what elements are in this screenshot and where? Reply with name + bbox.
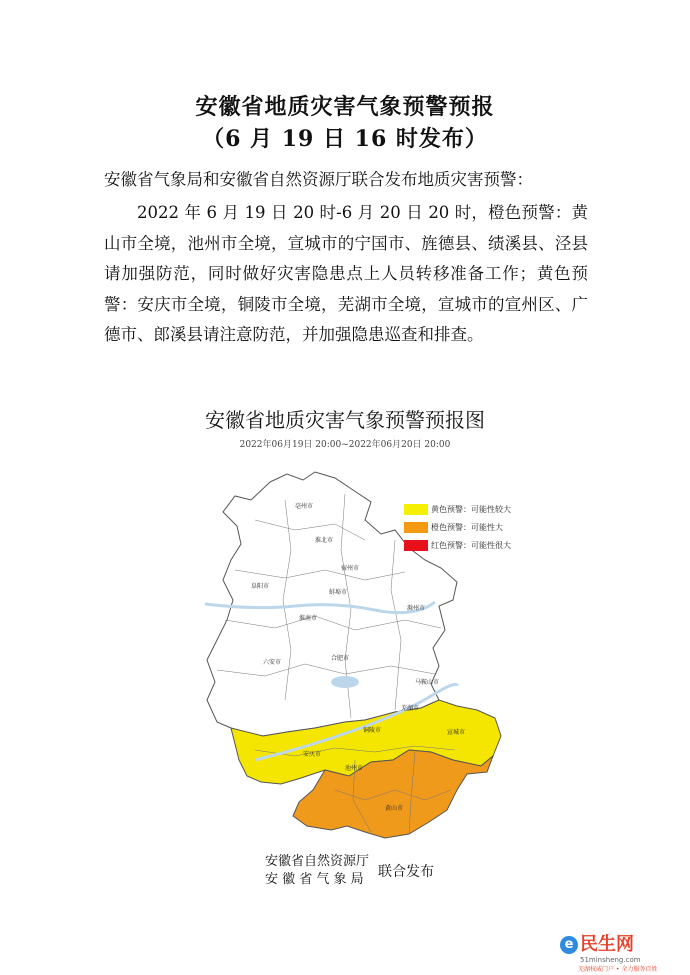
city-label: 芜湖市 (401, 705, 420, 712)
watermark-logo-icon: e (560, 936, 578, 954)
city-label: 阜阳市 (251, 583, 270, 590)
intro-text: 安徽省气象局和安徽省自然资源厅联合发布地质灾害预警： (104, 170, 533, 189)
city-label: 铜陵市 (363, 727, 382, 734)
map-subtitle: 2022年06月19日 20:00~2022年06月20日 20:00 (239, 440, 451, 450)
legend-swatch-orange (404, 522, 428, 533)
legend-swatch-yellow (404, 504, 428, 515)
issuers-block (265, 853, 369, 889)
city-label: 淮北市 (315, 537, 334, 544)
legend-item-orange (404, 518, 511, 536)
map-title: 安徽省地质灾害气象预警预报图 (205, 408, 485, 432)
watermark-tagline: 芜湖权威门户 • 全力服务百姓 (578, 966, 658, 973)
document-title: 安徽省地质灾害气象预警预报 (195, 94, 495, 120)
legend-item-yellow (404, 500, 511, 518)
legend-label: 红色预警：可能性很大 (431, 540, 511, 550)
city-label: 宿州市 (341, 565, 360, 572)
document-subtitle: （6 月 19 日 16 时发布） (202, 126, 488, 152)
legend-label: 黄色预警：可能性较大 (431, 504, 511, 514)
city-label: 滁州市 (407, 605, 426, 612)
city-label: 池州市 (345, 765, 364, 772)
map-legend (404, 500, 511, 554)
watermark-brand-text: 民生网 (580, 934, 634, 955)
city-label: 六安市 (263, 659, 282, 666)
legend-swatch-red (404, 540, 428, 551)
watermark-brand (560, 930, 657, 956)
issuer-natural-resources: 安徽省自然资源厅 (265, 854, 370, 869)
legend-label: 橙色预警：可能性大 (431, 522, 503, 532)
joint-release-label: 联合发布 (378, 864, 434, 880)
watermark (560, 930, 657, 973)
city-label: 宣城市 (447, 729, 466, 736)
city-label: 蚌埠市 (329, 589, 348, 596)
chaohu-lake (331, 676, 359, 688)
issuer-meteorological: 安 徽 省 气 象 局 (265, 872, 364, 887)
city-label: 黄山市 (385, 805, 404, 812)
body-paragraph: 2022 年 6 月 19 日 20 时-6 月 20 日 20 时，橙色预警：黄山市全境，池州市全境，宣城市的宁国市、旌德县、绩溪县、泾县请加强防范，同时做好灾害隐患点上人员转移准备工作；黄色预警：安庆市全境，铜陵市全境，芜湖市全境，宣城市的宣州区、广德市、郎溪县请注意防范，并加强隐患巡查和排查。 (104, 203, 588, 344)
city-label: 合肥市 (331, 655, 350, 662)
city-label: 安庆市 (303, 751, 322, 758)
watermark-url: 51minsheng.com (580, 956, 641, 964)
city-label: 亳州市 (295, 503, 314, 510)
legend-item-red (404, 536, 511, 554)
city-label: 淮南市 (299, 615, 318, 622)
city-label: 马鞍山市 (415, 679, 440, 686)
